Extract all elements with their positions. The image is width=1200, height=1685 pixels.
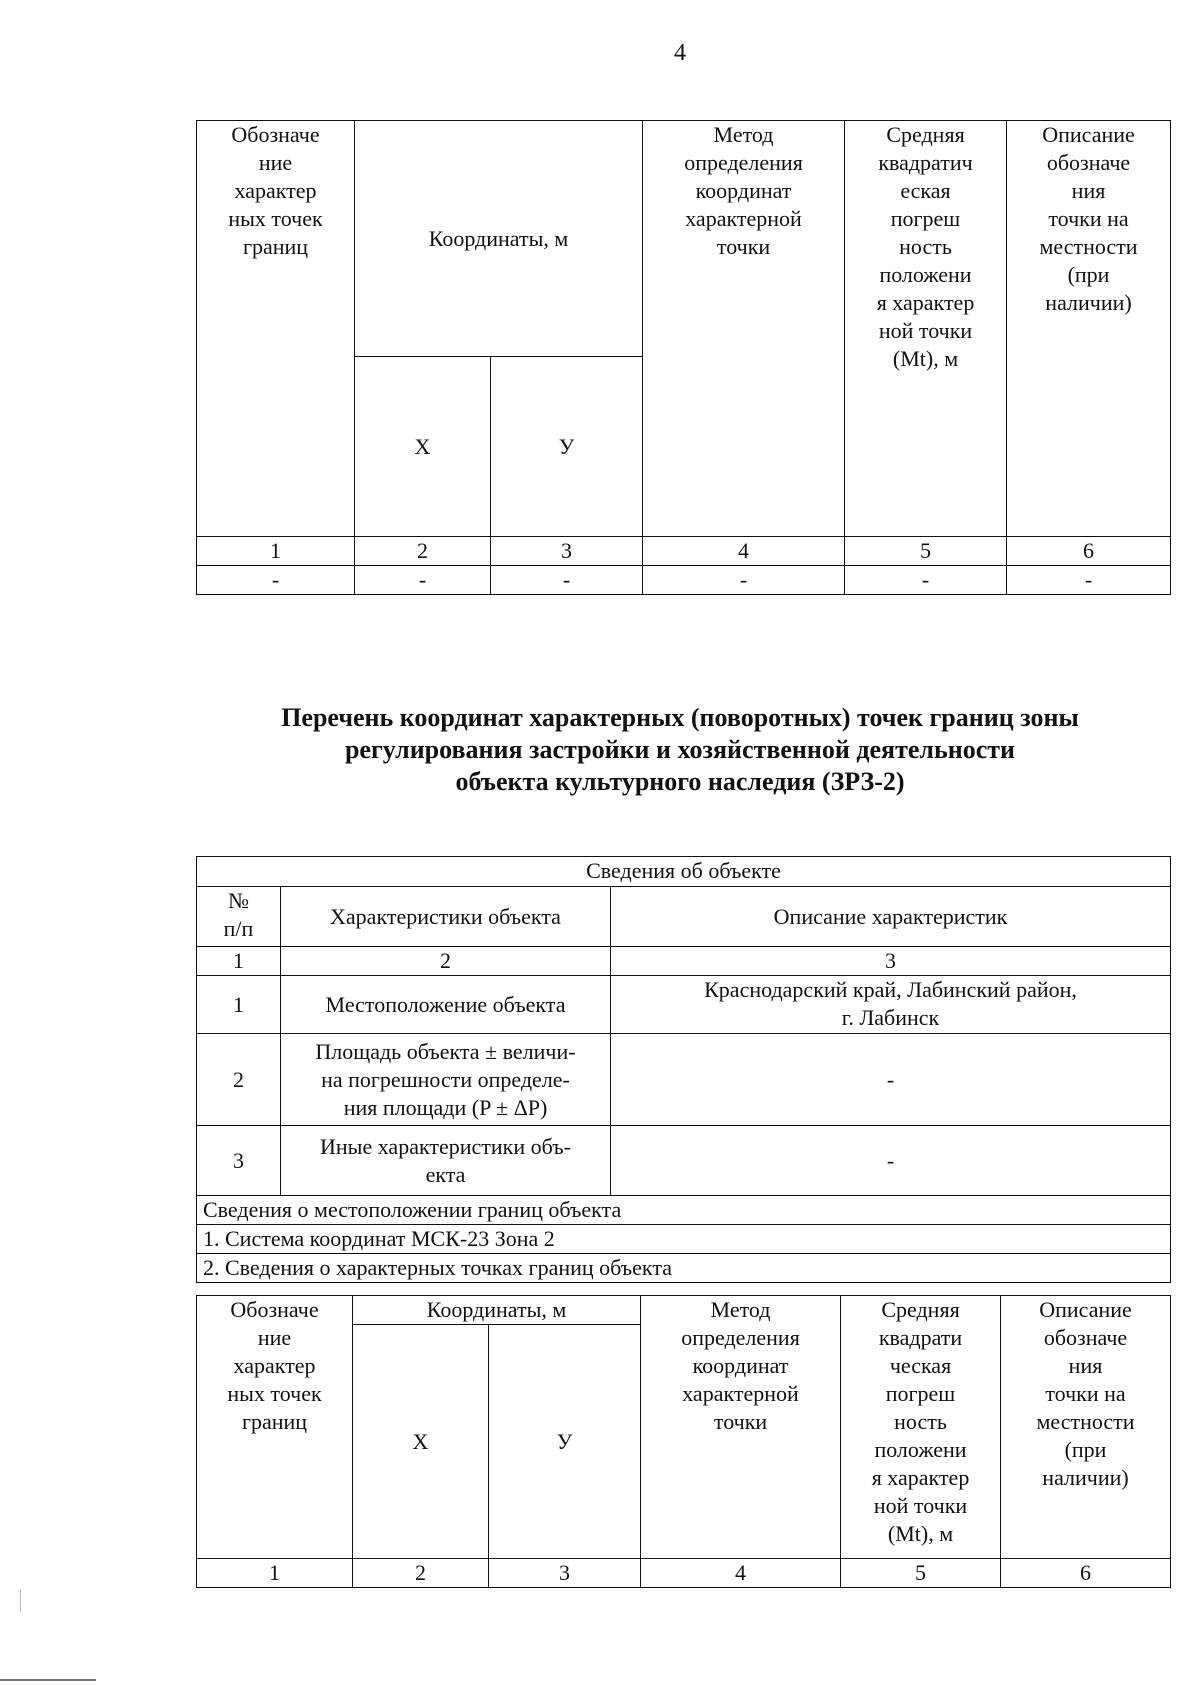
header-y: У — [489, 1325, 641, 1559]
header-y: У — [491, 357, 643, 537]
header-mean-square-error: Средняя квадратич еская погреш ность положени я характер ной точки (Mt), м — [845, 121, 1007, 537]
header-point-description: Описание обозначе ния точки на местности (при наличии) — [1007, 121, 1171, 537]
characteristic-value: - — [611, 1126, 1171, 1196]
table-row — [197, 566, 1171, 595]
header-point-designation: Обозначе ние характер ных точек границ — [197, 1296, 353, 1559]
characteristic-name: Площадь объекта ± величи- на погрешности определе- ния площади (P ± ΔP) — [281, 1034, 611, 1126]
column-number: 3 — [491, 537, 643, 566]
footer-rule — [0, 1679, 96, 1681]
column-number: 1 — [197, 537, 355, 566]
page-number: 4 — [674, 40, 686, 66]
header-coordinates: Координаты, м — [353, 1296, 641, 1325]
empty-cell: - — [491, 566, 643, 595]
column-number: 4 — [643, 537, 845, 566]
column-number: 6 — [1001, 1559, 1171, 1588]
header-coordinates: Координаты, м — [355, 121, 643, 357]
object-info-table — [196, 856, 1171, 1283]
boundary-points-table-2 — [196, 1295, 1171, 1588]
object-info-caption: Сведения об объекте — [197, 857, 1171, 887]
table-row — [197, 1126, 1171, 1196]
section-title: Перечень координат характерных (поворотных) точек границ зоны регулирования застройки и хозяйственной деятельности объекта культурного наследия (ЗРЗ-2) — [281, 703, 1079, 796]
column-number: 5 — [845, 537, 1007, 566]
column-number: 3 — [611, 947, 1171, 976]
characteristic-value: - — [611, 1034, 1171, 1126]
column-number-row — [197, 537, 1171, 566]
column-number-row — [197, 1559, 1171, 1588]
empty-cell: - — [355, 566, 491, 595]
header-point-description: Описание обозначе ния точки на местности (при наличии) — [1001, 1296, 1171, 1559]
table-row — [197, 1034, 1171, 1126]
column-number: 4 — [641, 1559, 841, 1588]
points-heading: 2. Сведения о характерных точках границ объекта — [197, 1254, 1171, 1283]
characteristic-value: Краснодарский край, Лабинский район, г. Лабинск — [611, 976, 1171, 1034]
row-number: 1 — [197, 976, 281, 1034]
column-number: 5 — [841, 1559, 1001, 1588]
header-x: X — [353, 1325, 489, 1559]
empty-cell: - — [197, 566, 355, 595]
column-number: 1 — [197, 1559, 353, 1588]
header-x: X — [355, 357, 491, 537]
column-number-row — [197, 947, 1171, 976]
boundary-points-table — [196, 120, 1171, 595]
header-mean-square-error: Средняя квадрати ческая погреш ность положени я характер ной точки (Mt), м — [841, 1296, 1001, 1559]
characteristic-name: Иные характеристики объ- екта — [281, 1126, 611, 1196]
column-number: 3 — [489, 1559, 641, 1588]
row-number: 2 — [197, 1034, 281, 1126]
column-number: 2 — [355, 537, 491, 566]
column-number: 2 — [353, 1559, 489, 1588]
header-method: Метод определения координат характерной точки — [643, 121, 845, 537]
header-characteristics-description: Описание характеристик — [611, 887, 1171, 947]
column-number: 6 — [1007, 537, 1171, 566]
header-point-designation: Обозначе ние характер ных точек границ — [197, 121, 355, 537]
margin-mark — [20, 1590, 21, 1612]
characteristic-name: Местоположение объекта — [281, 976, 611, 1034]
empty-cell: - — [845, 566, 1007, 595]
table-row — [197, 976, 1171, 1034]
location-heading: Сведения о местоположении границ объекта — [197, 1196, 1171, 1225]
header-number: № п/п — [197, 887, 281, 947]
empty-cell: - — [1007, 566, 1171, 595]
column-number: 1 — [197, 947, 281, 976]
header-characteristics: Характеристики объекта — [281, 887, 611, 947]
row-number: 3 — [197, 1126, 281, 1196]
header-method: Метод определения координат характерной точки — [641, 1296, 841, 1559]
empty-cell: - — [643, 566, 845, 595]
coordinate-system: 1. Система координат МСК-23 Зона 2 — [197, 1225, 1171, 1254]
column-number: 2 — [281, 947, 611, 976]
